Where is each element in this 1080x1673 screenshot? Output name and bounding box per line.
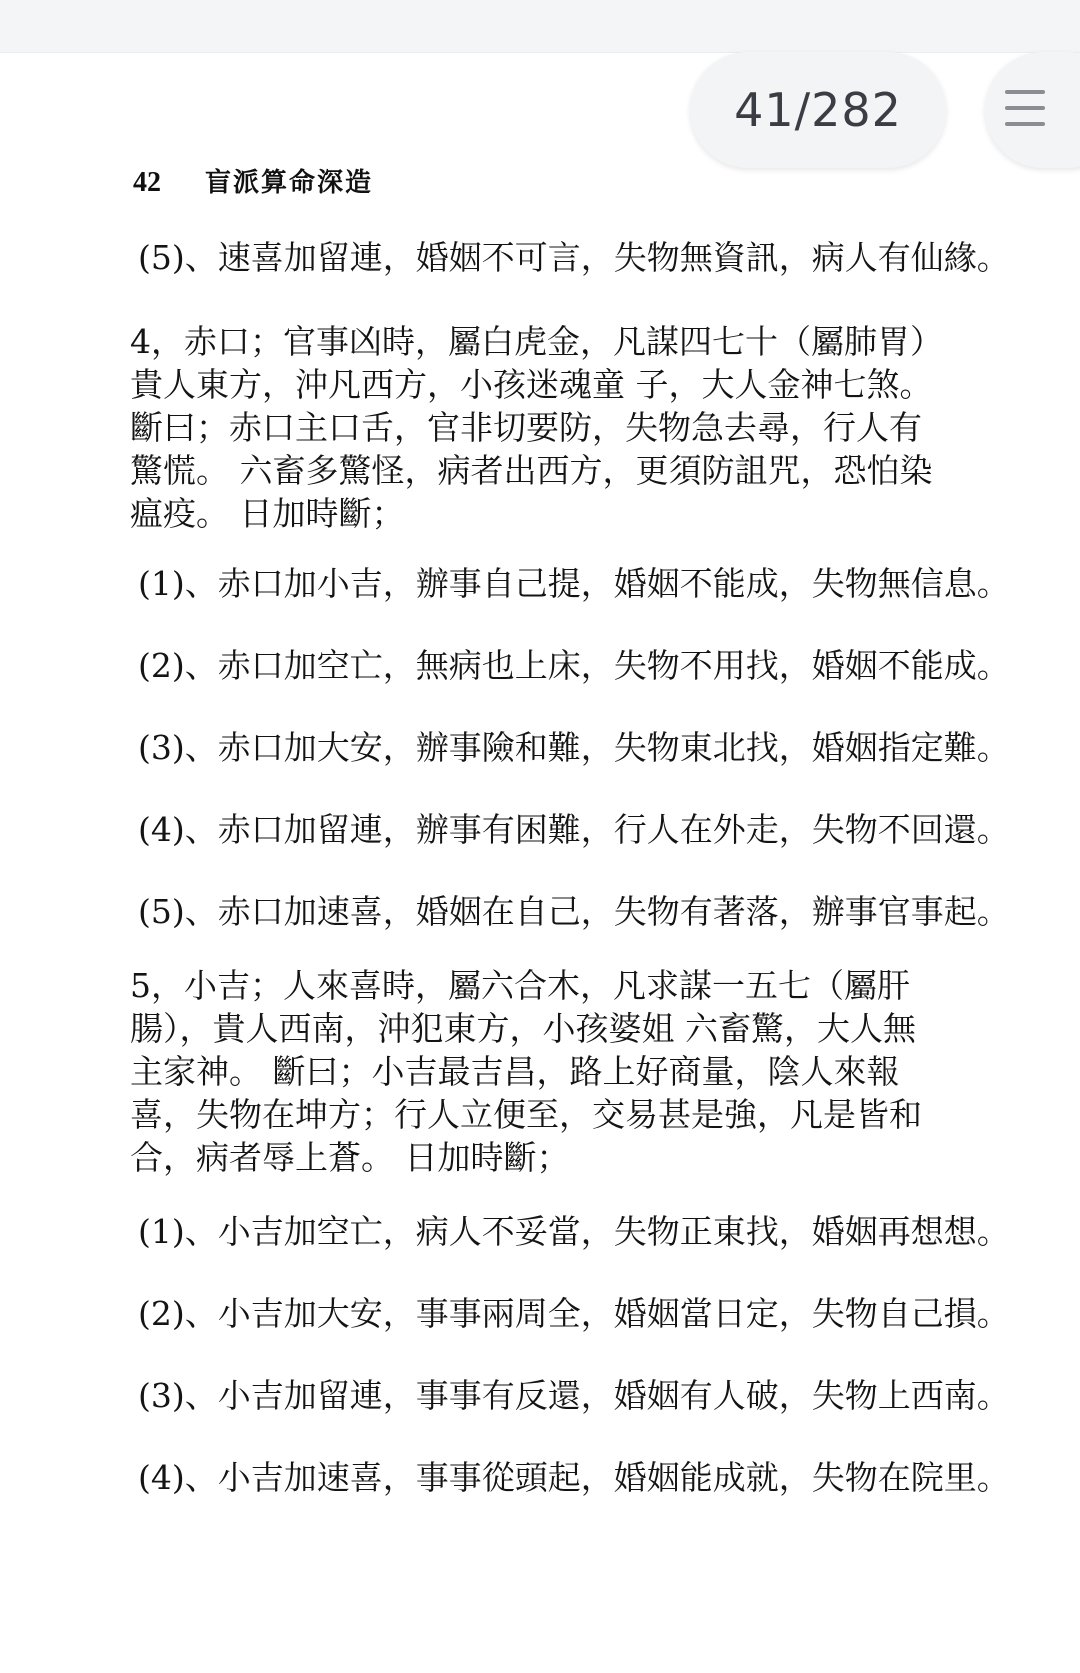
menu-button[interactable] [985,52,1080,168]
text-line: (3)、赤口加大安，辦事險和難，失物東北找，婚姻指定難。 [138,728,1010,767]
text-line: (2)、赤口加空亡，無病也上床，失物不用找，婚姻不能成。 [138,646,1010,685]
paragraph: 5，小吉；人來喜時，屬六合木，凡求謀一五七（屬肝腸），貴人西南，沖犯東方，小孩婆姐 六畜驚，大人無主家神。 斷曰；小吉最吉昌，路上好商量，陰人來報喜，失物在坤方；行人立便至，交易甚是強，凡是皆和合，病者辱上蒼。 日加時斷； [130,966,922,1177]
text-line: (4)、小吉加速喜，事事從頭起，婚姻能成就，失物在院里。 [138,1458,1010,1497]
page-header [133,162,373,199]
paragraph: 4，赤口；官事凶時，屬白虎金，凡謀四七十（屬肺胃）貴人東方，沖凡西方，小孩迷魂童 子，大人金神七煞。 斷曰；赤口主口舌，官非切要防，失物急去尋，行人有驚慌。 六畜多驚怪，病者出西方，更須防詛咒，恐怕染瘟疫。 日加時斷； [130,322,933,533]
text-line: (3)、小吉加留連，事事有反還，婚姻有人破，失物上西南。 [138,1376,1010,1415]
hamburger-menu-icon [1005,90,1045,126]
top-bar [0,0,1080,53]
text-line: (1)、小吉加空亡，病人不妥當，失物正東找，婚姻再想想。 [138,1212,1010,1251]
text-line: (5)、赤口加速喜，婚姻在自己，失物有著落，辦事官事起。 [138,892,1010,931]
text-line: (5)、速喜加留連，婚姻不可言，失物無資訊，病人有仙緣。 [138,238,1010,277]
text-line: (2)、小吉加大安，事事兩周全，婚姻當日定，失物自己損。 [138,1294,1010,1333]
page-number: 42 [133,167,161,198]
text-line: (4)、赤口加留連，辦事有困難，行人在外走，失物不回還。 [138,810,1010,849]
text-line: (1)、赤口加小吉，辦事自己提，婚姻不能成，失物無信息。 [138,564,1010,603]
book-title: 盲派算命深造 [205,168,374,197]
page-counter[interactable]: 41/282 [690,52,946,168]
